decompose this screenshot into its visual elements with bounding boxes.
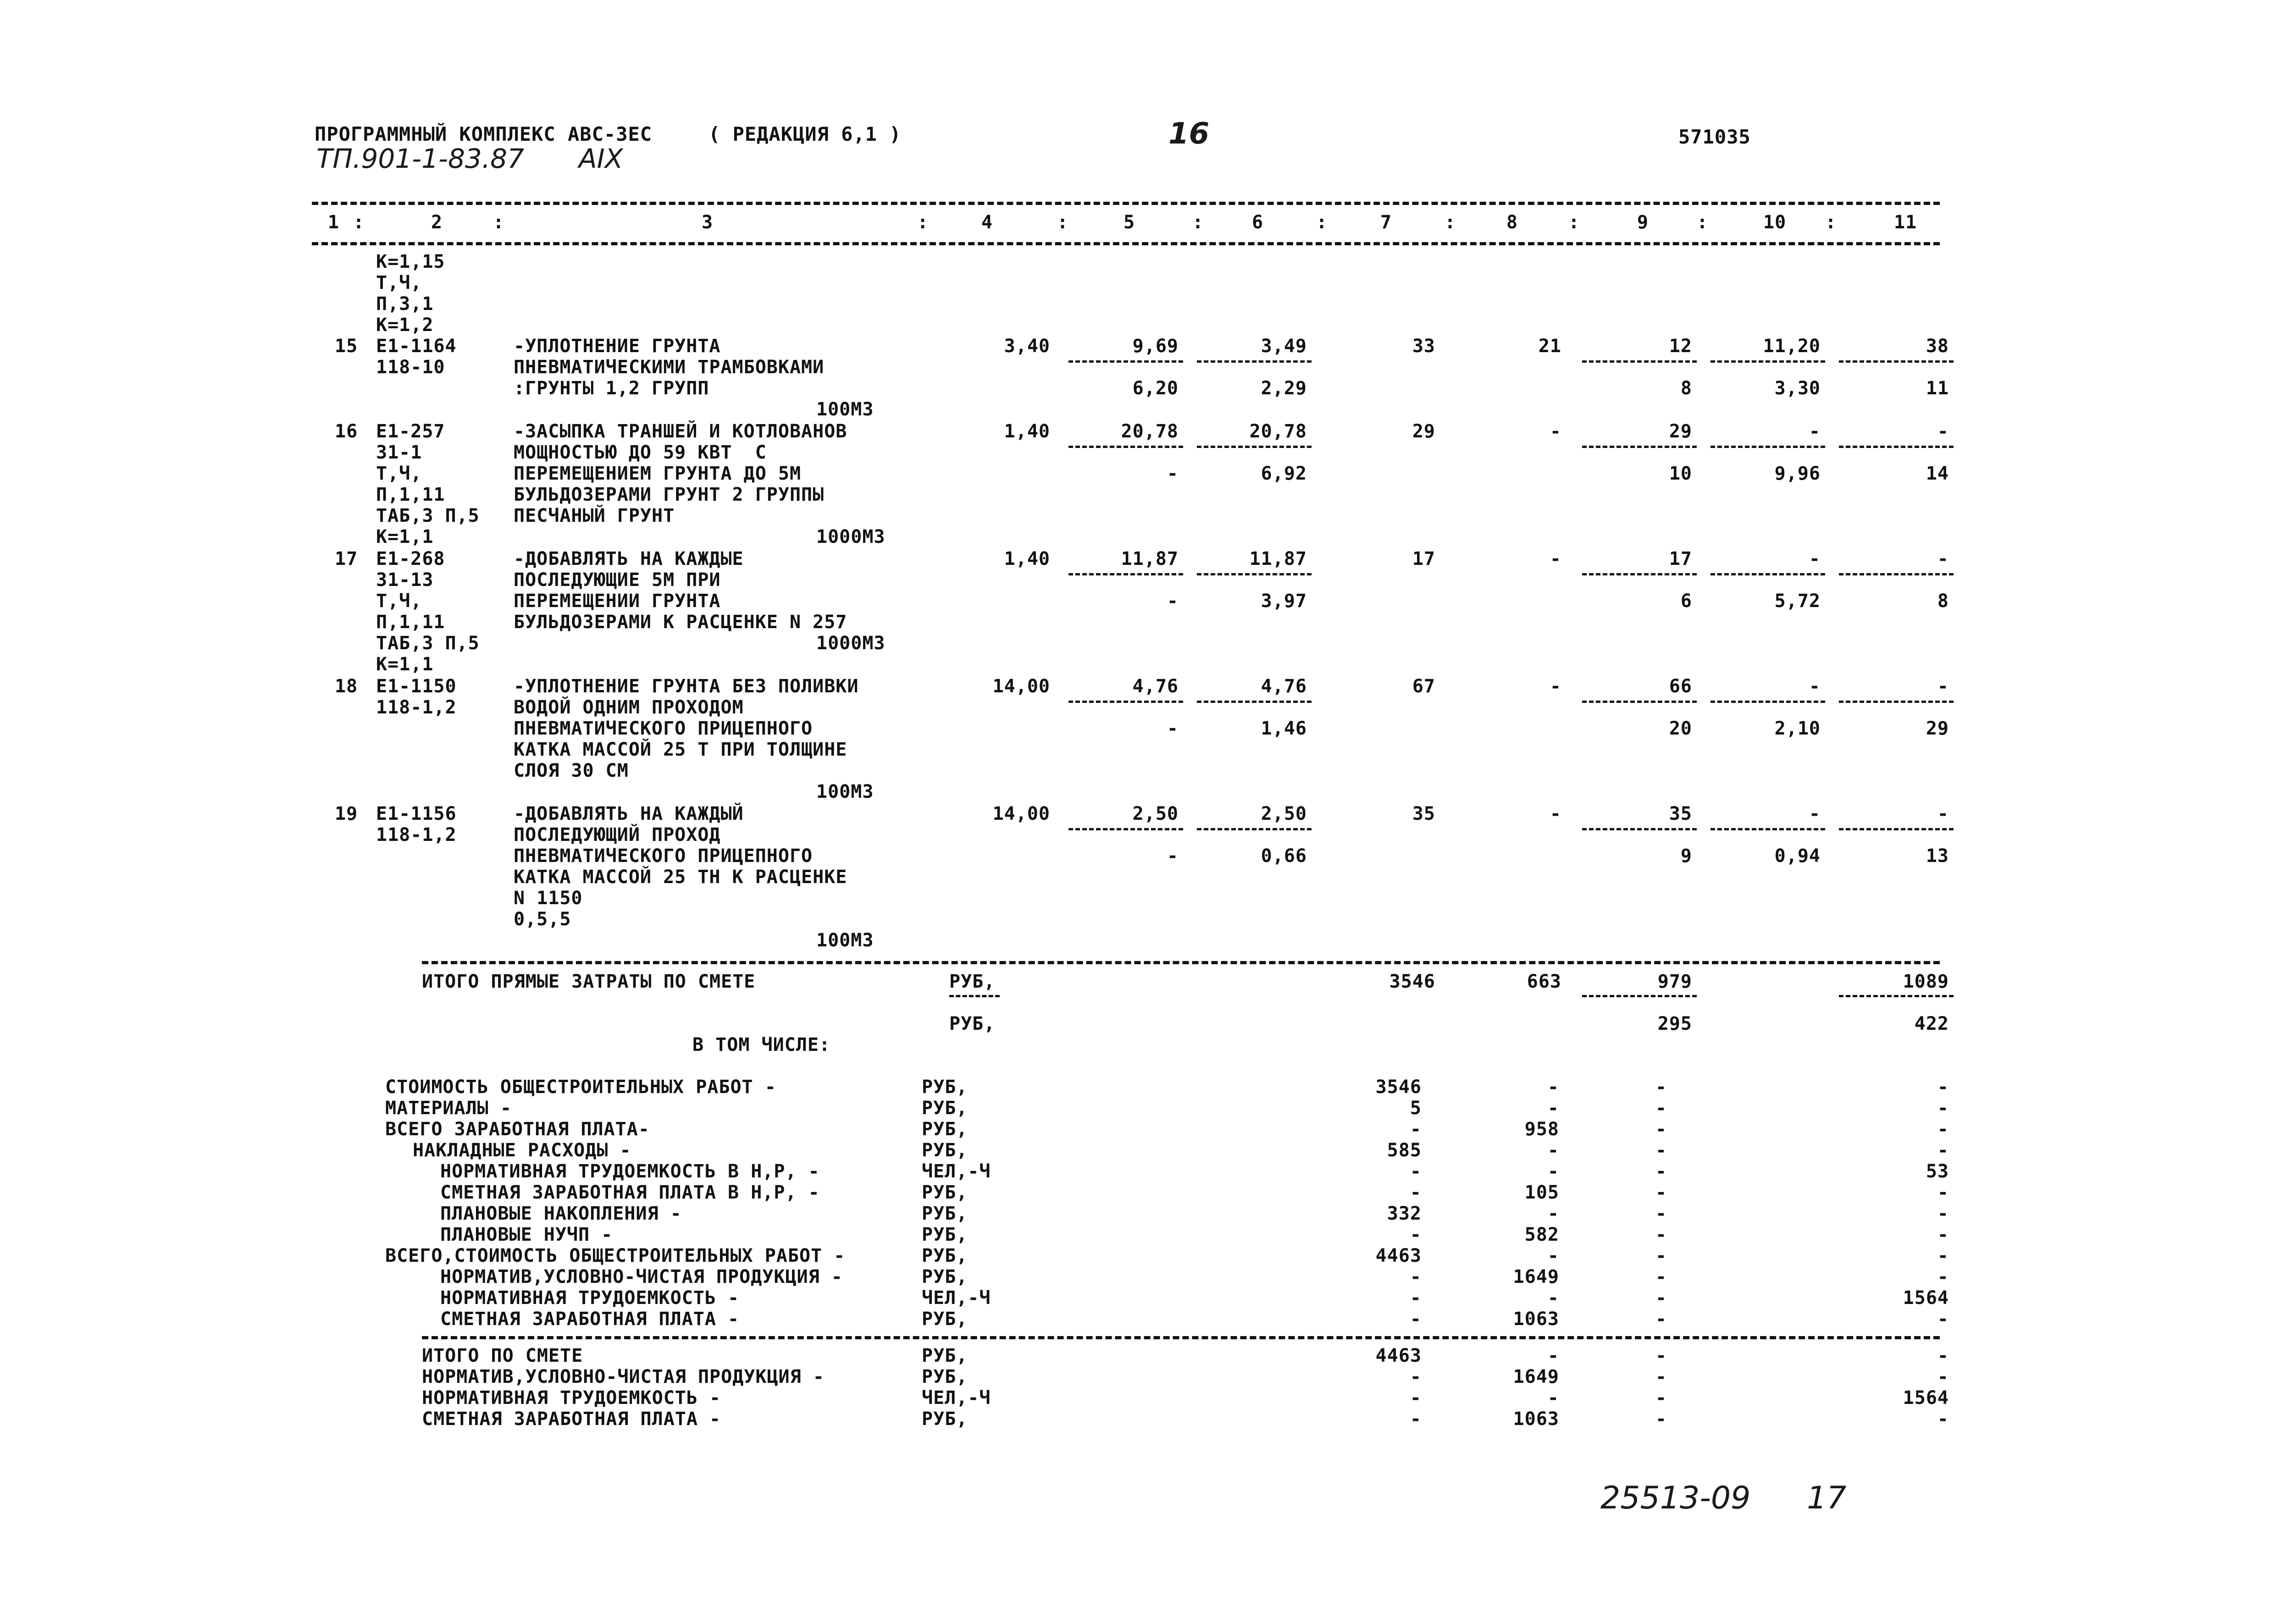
final-c9: - — [1655, 1387, 1667, 1409]
final-top-rule — [422, 1336, 1940, 1339]
item-code: 118-1,2 — [376, 824, 457, 845]
fraction-rule — [1839, 828, 1954, 830]
total-c11b: 422 — [1914, 1013, 1949, 1034]
value-c8: - — [1550, 803, 1561, 824]
item-code: ТАБ,3 П,5 — [376, 505, 480, 526]
fraction-rule — [1582, 828, 1697, 830]
summary-c9: - — [1655, 1224, 1667, 1245]
value-c8: 21 — [1538, 336, 1561, 357]
summary-label: НАКЛАДНЫЕ РАСХОДЫ - — [413, 1140, 631, 1161]
summary-label: МАТЕРИАЛЫ - — [385, 1098, 512, 1119]
item-description: -ДОБАВЛЯТЬ НА КАЖДЫЙ — [514, 803, 744, 824]
final-c8: - — [1547, 1345, 1559, 1366]
value-c10: - — [1809, 548, 1821, 569]
value-c11: - — [1937, 803, 1949, 824]
summary-label: НОРМАТИВ,УСЛОВНО-ЧИСТАЯ ПРОДУКЦИЯ - — [440, 1266, 843, 1287]
value-c6: 11,87 — [1249, 548, 1307, 569]
column-header-7: 7 — [1380, 212, 1392, 233]
document-code: 571035 — [1678, 126, 1751, 148]
summary-c9: - — [1655, 1245, 1667, 1266]
value-c8: - — [1550, 676, 1561, 697]
column-separator: : — [1825, 212, 1837, 233]
final-c11: - — [1937, 1366, 1949, 1387]
value-c11b: 13 — [1926, 845, 1949, 867]
column-separator: : — [917, 212, 929, 233]
final-c7: - — [1410, 1409, 1422, 1430]
coefficient-line: К=1,2 — [376, 315, 434, 336]
summary-c7: - — [1410, 1287, 1422, 1309]
item-description: КАТКА МАССОЙ 25 ТН К РАСЦЕНКЕ — [514, 867, 847, 888]
summary-c8: - — [1547, 1140, 1559, 1161]
item-code: П,1,11 — [376, 612, 445, 633]
summary-c9: - — [1655, 1287, 1667, 1309]
item-description: 0,5,5 — [514, 909, 571, 930]
column-separator: : — [1057, 212, 1069, 233]
value-c5: 4,76 — [1132, 676, 1179, 697]
summary-c9: - — [1655, 1182, 1667, 1203]
including-label: В ТОМ ЧИСЛЕ: — [692, 1034, 830, 1055]
fraction-rule — [1068, 828, 1183, 830]
summary-c11: 1564 — [1903, 1287, 1949, 1309]
column-header-2: 2 — [431, 212, 443, 233]
summary-c8: 958 — [1524, 1119, 1559, 1140]
summary-c11: - — [1937, 1224, 1949, 1245]
value-c8: - — [1550, 548, 1561, 569]
item-code: К=1,1 — [376, 526, 434, 547]
summary-c7: - — [1410, 1309, 1422, 1330]
value-c9: 66 — [1669, 676, 1692, 697]
page-number: 16 — [1168, 117, 1210, 151]
fraction-rule — [1839, 446, 1954, 448]
unit-label: ЧЕЛ,-Ч — [922, 1387, 991, 1409]
summary-c7: 332 — [1387, 1203, 1422, 1224]
value-c9b: 8 — [1680, 378, 1692, 399]
value-c9b: 6 — [1680, 591, 1692, 612]
fraction-rule — [1197, 360, 1312, 363]
summary-c8: 582 — [1524, 1224, 1559, 1245]
final-c8: 1063 — [1513, 1409, 1559, 1430]
item-description: -УПЛОТНЕНИЕ ГРУНТА — [514, 336, 721, 357]
value-c9b: 10 — [1669, 463, 1692, 484]
fraction-rule — [1068, 446, 1183, 448]
value-c4: 3,40 — [1004, 336, 1050, 357]
program-title: ПРОГРАММНЫЙ КОМПЛЕКС АВС-3ЕС — [315, 123, 653, 145]
coefficient-line: Т,Ч, — [376, 272, 422, 293]
value-c11: - — [1937, 421, 1949, 442]
summary-label: ВСЕГО ЗАРАБОТНАЯ ПЛАТА- — [385, 1119, 650, 1140]
summary-c8: - — [1547, 1077, 1559, 1098]
fraction-rule — [1839, 573, 1954, 575]
value-c6: 2,50 — [1261, 803, 1307, 824]
value-c11b: 14 — [1926, 463, 1949, 484]
project-number: ТП.901-1-83.87 — [316, 143, 524, 174]
value-c11b: 8 — [1937, 591, 1949, 612]
unit-label: РУБ, — [922, 1203, 968, 1224]
item-code: Т,Ч, — [376, 591, 422, 612]
item-description: ПЕСЧАНЫЙ ГРУНТ — [514, 505, 675, 526]
summary-label: СМЕТНАЯ ЗАРАБОТНАЯ ПЛАТА - — [440, 1309, 740, 1330]
final-label: ИТОГО ПО СМЕТЕ — [422, 1345, 583, 1366]
value-c7: 35 — [1412, 803, 1435, 824]
column-separator: : — [1316, 212, 1328, 233]
edition-label: ( РЕДАКЦИЯ 6,1 ) — [709, 123, 902, 145]
item-code: Т,Ч, — [376, 463, 422, 484]
unit-label: РУБ, — [922, 1345, 968, 1366]
value-c11: 38 — [1926, 336, 1949, 357]
unit-label: РУБ, — [922, 1409, 968, 1430]
summary-c8: - — [1547, 1098, 1559, 1119]
item-code: П,1,11 — [376, 484, 445, 505]
item-description: КАТКА МАССОЙ 25 Т ПРИ ТОЛЩИНЕ — [514, 739, 847, 760]
value-c5b: - — [1167, 591, 1179, 612]
item-number: 16 — [335, 421, 358, 442]
item-description: БУЛЬДОЗЕРАМИ ГРУНТ 2 ГРУППЫ — [514, 484, 825, 505]
final-c7: - — [1410, 1366, 1422, 1387]
fraction-rule — [1710, 701, 1825, 703]
fraction-rule — [1582, 446, 1697, 448]
final-label: СМЕТНАЯ ЗАРАБОТНАЯ ПЛАТА - — [422, 1409, 721, 1430]
unit-label: РУБ, — [922, 1309, 968, 1330]
value-c5b: - — [1167, 463, 1179, 484]
value-c10: - — [1809, 803, 1821, 824]
item-description: -ДОБАВЛЯТЬ НА КАЖДЫЕ — [514, 548, 744, 569]
value-c5b: - — [1167, 845, 1179, 867]
value-c4: 14,00 — [992, 803, 1050, 824]
item-description: -УПЛОТНЕНИЕ ГРУНТА БЕЗ ПОЛИВКИ — [514, 676, 859, 697]
unit-label: РУБ, — [949, 971, 996, 992]
item-number: 17 — [335, 548, 358, 569]
unit-label: 1000М3 — [816, 526, 886, 547]
value-c10: - — [1809, 676, 1821, 697]
value-c5b: 6,20 — [1132, 378, 1179, 399]
summary-c7: 3546 — [1375, 1077, 1422, 1098]
summary-c7: 4463 — [1375, 1245, 1422, 1266]
column-header-10: 10 — [1763, 212, 1787, 233]
summary-label: НОРМАТИВНАЯ ТРУДОЕМКОСТЬ В Н,Р, - — [440, 1161, 820, 1182]
fraction-rule — [1839, 360, 1954, 363]
fraction-rule — [1710, 573, 1825, 575]
final-c11: - — [1937, 1409, 1949, 1430]
value-c10b: 9,96 — [1774, 463, 1821, 484]
unit-label: 100М3 — [816, 399, 874, 420]
item-description: ПОСЛЕДУЮЩИЕ 5М ПРИ — [514, 569, 721, 591]
unit-label: 1000М3 — [816, 633, 886, 654]
item-description: -ЗАСЫПКА ТРАНШЕЙ И КОТЛОВАНОВ — [514, 421, 847, 442]
final-c9: - — [1655, 1345, 1667, 1366]
summary-c8: - — [1547, 1203, 1559, 1224]
value-c4: 1,40 — [1004, 421, 1050, 442]
final-c9: - — [1655, 1409, 1667, 1430]
value-c7: 17 — [1412, 548, 1435, 569]
final-c11: - — [1937, 1345, 1949, 1366]
unit-label: РУБ, — [949, 1013, 996, 1034]
value-c6: 4,76 — [1261, 676, 1307, 697]
summary-c7: 585 — [1387, 1140, 1422, 1161]
value-c10b: 0,94 — [1774, 845, 1821, 867]
summary-c11: - — [1937, 1140, 1949, 1161]
summary-c8: 105 — [1524, 1182, 1559, 1203]
summary-c9: - — [1655, 1098, 1667, 1119]
summary-c7: - — [1410, 1119, 1422, 1140]
unit-label: РУБ, — [922, 1119, 968, 1140]
summary-label: ПЛАНОВЫЕ НУЧП - — [440, 1224, 613, 1245]
value-c11: - — [1937, 676, 1949, 697]
fraction-rule — [1710, 446, 1825, 448]
value-c10b: 2,10 — [1774, 718, 1821, 739]
value-c6: 20,78 — [1249, 421, 1307, 442]
summary-c7: - — [1410, 1224, 1422, 1245]
item-code: Е1-257 — [376, 421, 445, 442]
column-header-3: 3 — [702, 212, 714, 233]
column-separator: : — [1192, 212, 1204, 233]
coefficient-line: П,3,1 — [376, 293, 434, 315]
summary-c11: - — [1937, 1203, 1949, 1224]
summary-c11: - — [1937, 1309, 1949, 1330]
summary-label: СТОИМОСТЬ ОБЩЕСТРОИТЕЛЬНЫХ РАБОТ - — [385, 1077, 776, 1098]
value-c7: 67 — [1412, 676, 1435, 697]
fraction-rule — [1710, 360, 1825, 363]
column-separator: : — [1697, 212, 1709, 233]
totals-top-rule — [422, 961, 1940, 964]
fraction-rule — [1197, 446, 1312, 448]
summary-c9: - — [1655, 1161, 1667, 1182]
unit-label: ЧЕЛ,-Ч — [922, 1287, 991, 1309]
unit-label: РУБ, — [922, 1182, 968, 1203]
summary-label: СМЕТНАЯ ЗАРАБОТНАЯ ПЛАТА В Н,Р, - — [440, 1182, 820, 1203]
item-description: ПНЕВМАТИЧЕСКОГО ПРИЦЕПНОГО — [514, 718, 813, 739]
summary-c11: - — [1937, 1077, 1949, 1098]
value-c7: 29 — [1412, 421, 1435, 442]
item-description: ВОДОЙ ОДНИМ ПРОХОДОМ — [514, 697, 744, 718]
fraction-rule — [1197, 828, 1312, 830]
item-description: МОЩНОСТЬЮ ДО 59 КВТ С — [514, 442, 767, 463]
unit-label: РУБ, — [922, 1098, 968, 1119]
summary-c9: - — [1655, 1203, 1667, 1224]
fraction-rule — [1582, 701, 1697, 703]
summary-c11: - — [1937, 1119, 1949, 1140]
handwritten-sheet-number: 17 — [1807, 1480, 1847, 1516]
unit-label: РУБ, — [922, 1266, 968, 1287]
value-c10b: 3,30 — [1774, 378, 1821, 399]
total-c8: 663 — [1527, 971, 1561, 992]
unit-label: РУБ, — [922, 1224, 968, 1245]
summary-c11: - — [1937, 1098, 1949, 1119]
total-direct-label: ИТОГО ПРЯМЫЕ ЗАТРАТЫ ПО СМЕТЕ — [422, 971, 756, 992]
unit-label: РУБ, — [922, 1245, 968, 1266]
summary-c8: - — [1547, 1287, 1559, 1309]
value-c9b: 9 — [1680, 845, 1692, 867]
value-c11: - — [1937, 548, 1949, 569]
summary-label: ВСЕГО,СТОИМОСТЬ ОБЩЕСТРОИТЕЛЬНЫХ РАБОТ - — [385, 1245, 846, 1266]
unit-label: ЧЕЛ,-Ч — [922, 1161, 991, 1182]
unit-label: РУБ, — [922, 1140, 968, 1161]
item-description: БУЛЬДОЗЕРАМИ К РАСЦЕНКЕ N 257 — [514, 612, 847, 633]
summary-c9: - — [1655, 1077, 1667, 1098]
summary-c9: - — [1655, 1266, 1667, 1287]
total-c9: 979 — [1657, 971, 1692, 992]
value-c10: - — [1809, 421, 1821, 442]
fraction-rule — [1068, 701, 1183, 703]
final-label: НОРМАТИВ,УСЛОВНО-ЧИСТАЯ ПРОДУКЦИЯ - — [422, 1366, 825, 1387]
value-c4: 1,40 — [1004, 548, 1050, 569]
summary-c11: - — [1937, 1182, 1949, 1203]
fraction-rule — [1710, 828, 1825, 830]
unit-label: 100М3 — [816, 781, 874, 802]
item-description: :ГРУНТЫ 1,2 ГРУПП — [514, 378, 709, 399]
item-description: СЛОЯ 30 СМ — [514, 760, 629, 781]
table-top-rule — [312, 202, 1940, 205]
column-header-4: 4 — [981, 212, 993, 233]
value-c5: 9,69 — [1132, 336, 1179, 357]
value-c5: 20,78 — [1121, 421, 1179, 442]
value-c5: 11,87 — [1121, 548, 1179, 569]
fraction-rule — [1068, 360, 1183, 363]
fraction-rule — [1197, 573, 1312, 575]
item-code: 118-1,2 — [376, 697, 457, 718]
item-code: К=1,1 — [376, 654, 434, 675]
final-c8: - — [1547, 1387, 1559, 1409]
column-header-9: 9 — [1637, 212, 1649, 233]
value-c10b: 5,72 — [1774, 591, 1821, 612]
total-c7: 3546 — [1389, 971, 1435, 992]
value-c11b: 29 — [1926, 718, 1949, 739]
item-code: 31-13 — [376, 569, 434, 591]
value-c10: 11,20 — [1763, 336, 1821, 357]
item-code: Е1-268 — [376, 548, 445, 569]
column-separator: : — [353, 212, 365, 233]
item-number: 18 — [335, 676, 358, 697]
value-c9: 17 — [1669, 548, 1692, 569]
summary-c9: - — [1655, 1309, 1667, 1330]
item-code: ТАБ,3 П,5 — [376, 633, 480, 654]
value-c5b: - — [1167, 718, 1179, 739]
summary-c9: - — [1655, 1140, 1667, 1161]
fraction-rule — [1582, 573, 1697, 575]
summary-c8: - — [1547, 1245, 1559, 1266]
fraction-rule — [1582, 995, 1697, 997]
value-c6b: 1,46 — [1261, 718, 1307, 739]
column-header-8: 8 — [1506, 212, 1518, 233]
unit-label: РУБ, — [922, 1077, 968, 1098]
summary-c7: 5 — [1410, 1098, 1422, 1119]
total-c11: 1089 — [1903, 971, 1949, 992]
summary-c7: - — [1410, 1182, 1422, 1203]
album-number: АIX — [579, 143, 623, 174]
summary-c11: 53 — [1926, 1161, 1949, 1182]
column-separator: : — [493, 212, 505, 233]
item-code: Е1-1150 — [376, 676, 457, 697]
value-c6b: 3,97 — [1261, 591, 1307, 612]
final-c9: - — [1655, 1366, 1667, 1387]
item-code: Е1-1156 — [376, 803, 457, 824]
unit-label: 100М3 — [816, 930, 874, 951]
column-separator: : — [1568, 212, 1580, 233]
item-number: 19 — [335, 803, 358, 824]
value-c8: - — [1550, 421, 1561, 442]
value-c7: 33 — [1412, 336, 1435, 357]
final-c8: 1649 — [1513, 1366, 1559, 1387]
column-header-5: 5 — [1124, 212, 1135, 233]
final-label: НОРМАТИВНАЯ ТРУДОЕМКОСТЬ - — [422, 1387, 721, 1409]
header-bottom-rule — [312, 242, 1940, 245]
handwritten-registration: 25513-09 — [1600, 1480, 1751, 1516]
value-c4: 14,00 — [992, 676, 1050, 697]
value-c6b: 2,29 — [1261, 378, 1307, 399]
value-c9: 29 — [1669, 421, 1692, 442]
fraction-rule — [1582, 360, 1697, 363]
item-description: ПЕРЕМЕЩЕНИИ ГРУНТА — [514, 591, 721, 612]
summary-c11: - — [1937, 1245, 1949, 1266]
fraction-rule — [1068, 573, 1183, 575]
summary-label: НОРМАТИВНАЯ ТРУДОЕМКОСТЬ - — [440, 1287, 740, 1309]
column-header-1: 1 — [328, 212, 340, 233]
value-c9b: 20 — [1669, 718, 1692, 739]
value-c6: 3,49 — [1261, 336, 1307, 357]
item-description: N 1150 — [514, 888, 583, 909]
value-c6b: 6,92 — [1261, 463, 1307, 484]
item-description: ПНЕВМАТИЧЕСКОГО ПРИЦЕПНОГО — [514, 845, 813, 867]
item-code: 118-10 — [376, 357, 445, 378]
summary-c7: - — [1410, 1266, 1422, 1287]
summary-c7: - — [1410, 1161, 1422, 1182]
final-c7: - — [1410, 1387, 1422, 1409]
value-c9: 12 — [1669, 336, 1692, 357]
summary-c11: - — [1937, 1266, 1949, 1287]
coefficient-line: К=1,15 — [376, 251, 445, 272]
value-c6b: 0,66 — [1261, 845, 1307, 867]
item-description: ПЕРЕМЕЩЕНИЕМ ГРУНТА ДО 5М — [514, 463, 802, 484]
summary-label: ПЛАНОВЫЕ НАКОПЛЕНИЯ - — [440, 1203, 682, 1224]
total-c9b: 295 — [1657, 1013, 1692, 1034]
final-c7: 4463 — [1375, 1345, 1422, 1366]
value-c9: 35 — [1669, 803, 1692, 824]
column-separator: : — [1445, 212, 1456, 233]
summary-c8: - — [1547, 1161, 1559, 1182]
fraction-rule — [949, 995, 1000, 997]
summary-c8: 1063 — [1513, 1309, 1559, 1330]
value-c11b: 11 — [1926, 378, 1949, 399]
value-c5: 2,50 — [1132, 803, 1179, 824]
item-number: 15 — [335, 336, 358, 357]
fraction-rule — [1197, 701, 1312, 703]
column-header-6: 6 — [1252, 212, 1264, 233]
unit-label: РУБ, — [922, 1366, 968, 1387]
summary-c9: - — [1655, 1119, 1667, 1140]
fraction-rule — [1839, 701, 1954, 703]
column-header-11: 11 — [1894, 212, 1917, 233]
summary-c8: 1649 — [1513, 1266, 1559, 1287]
item-code: 31-1 — [376, 442, 422, 463]
fraction-rule — [1839, 995, 1954, 997]
item-description: ПОСЛЕДУЮЩИЙ ПРОХОД — [514, 824, 721, 845]
item-description: ПНЕВМАТИЧЕСКИМИ ТРАМБОВКАМИ — [514, 357, 825, 378]
final-c11: 1564 — [1903, 1387, 1949, 1409]
item-code: Е1-1164 — [376, 336, 457, 357]
